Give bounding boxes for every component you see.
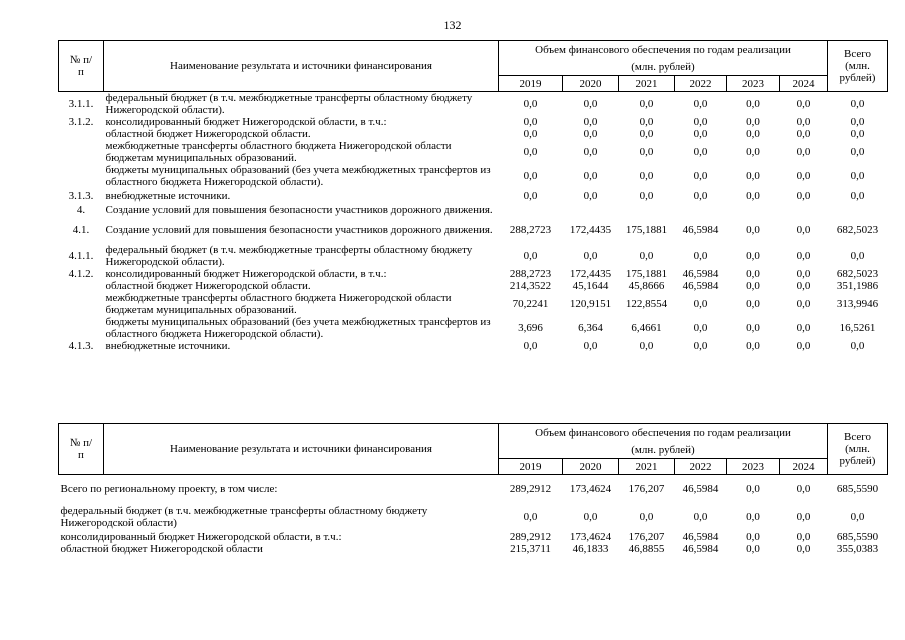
row-value: 0,0 <box>746 530 760 543</box>
row-value: 122,8554 <box>625 298 668 310</box>
row-value: 175,1881 <box>625 224 668 236</box>
header-year: 2019 <box>499 459 563 475</box>
table-row <box>59 475 888 503</box>
row-value: 0,0 <box>693 190 708 202</box>
table-row <box>59 140 888 164</box>
header-year: 2023 <box>727 459 780 475</box>
row-number <box>59 140 104 164</box>
header-number: № п/п <box>59 424 104 475</box>
row-value: 176,207 <box>628 530 665 543</box>
table-row <box>59 164 888 188</box>
row-value: 0,0 <box>796 340 811 352</box>
header-name: Наименование результата и источники финансирования <box>104 41 499 92</box>
row-name: областной бюджет Нижегородской области. <box>105 280 311 292</box>
row-total: 16,5261 <box>839 322 876 334</box>
row-value: 46,5984 <box>682 280 719 292</box>
row-value: 46,5984 <box>682 482 719 495</box>
row-value: 0,0 <box>583 146 598 158</box>
table-header <box>59 424 888 475</box>
row-value: 0,0 <box>746 146 760 158</box>
table-body <box>59 92 888 353</box>
row-value: 215,3711 <box>510 542 551 555</box>
row-value: 0,0 <box>796 542 811 555</box>
row-value: 173,4624 <box>569 482 612 495</box>
row-value: 0,0 <box>746 224 760 236</box>
header-year: 2022 <box>675 459 727 475</box>
row-value: 214,3522 <box>509 280 552 292</box>
row-value: 0,0 <box>693 322 708 334</box>
row-value: 0,0 <box>746 268 760 280</box>
row-name: Создание условий для повышения безопасности участников дорожного движения. <box>105 204 493 216</box>
row-value: 0,0 <box>796 170 811 182</box>
row-value: 0,0 <box>639 340 654 352</box>
row-value: 0,0 <box>693 298 708 310</box>
table-row <box>59 316 888 340</box>
row-value: 0,0 <box>746 322 760 334</box>
row-value: 0,0 <box>693 510 708 523</box>
row-name: федеральный бюджет (в т.ч. межбюджетные трансферты областному бюджету Нижегородской области) <box>60 504 428 529</box>
row-name: областной бюджет Нижегородской области. <box>105 128 311 140</box>
row-number: 4.1.2. <box>68 268 94 280</box>
row-value: 0,0 <box>796 322 811 334</box>
row-total: 355,0383 <box>836 542 879 555</box>
row-value: 0,0 <box>583 116 598 128</box>
table-row <box>59 543 888 555</box>
row-total: 351,1986 <box>836 280 879 292</box>
header-volume-unit: (млн. рублей) <box>499 442 828 459</box>
header-volume: Объем финансового обеспечения по годам реализации <box>499 41 828 59</box>
row-value: 0,0 <box>796 298 811 310</box>
table-header <box>59 41 888 92</box>
row-total: 0,0 <box>850 116 865 128</box>
row-value: 288,2723 <box>509 268 552 280</box>
row-value: 0,0 <box>639 170 654 182</box>
table-row <box>59 340 888 352</box>
header-year: 2023 <box>727 76 780 92</box>
row-value: 0,0 <box>746 250 760 262</box>
row-total: 0,0 <box>850 98 865 110</box>
row-value: 46,5984 <box>682 530 719 543</box>
table-row <box>59 128 888 140</box>
header-total: Всего (млн. рублей) <box>828 424 888 475</box>
header-name: Наименование результата и источники финансирования <box>104 424 499 475</box>
row-value: 0,0 <box>583 340 598 352</box>
row-value: 0,0 <box>796 224 811 236</box>
table-row <box>59 244 888 268</box>
row-value: 0,0 <box>523 340 538 352</box>
row-name: областной бюджет Нижегородской области <box>60 542 263 555</box>
budget-table-2 <box>58 423 888 555</box>
row-total: 0,0 <box>850 190 865 202</box>
row-value: 0,0 <box>523 510 538 523</box>
row-name: консолидированный бюджет Нижегородской области, в т.ч.: <box>105 116 387 128</box>
row-value: 6,364 <box>578 322 603 334</box>
row-number: 4.1. <box>72 224 90 236</box>
row-value: 46,1833 <box>572 542 609 555</box>
row-name: межбюджетные трансферты областного бюджета Нижегородской области бюджетам муниципальных образований. <box>105 292 452 316</box>
table-row <box>59 531 888 543</box>
row-value: 0,0 <box>746 98 760 110</box>
header-year: 2021 <box>619 459 675 475</box>
row-number: 4.1.3. <box>68 340 94 352</box>
table-row <box>59 280 888 292</box>
row-value: 0,0 <box>583 98 598 110</box>
row-number <box>59 128 104 140</box>
row-value: 289,2912 <box>509 482 552 495</box>
row-number: 3.1.2. <box>68 116 94 128</box>
page-number: 132 <box>443 18 462 32</box>
row-value: 46,8855 <box>628 542 665 555</box>
row-value: 0,0 <box>693 340 708 352</box>
row-value: 70,2241 <box>512 298 549 310</box>
row-name: Создание условий для повышения безопасности участников дорожного движения. <box>105 224 493 236</box>
row-number: 4.1.1. <box>68 250 94 262</box>
row-value: 45,8666 <box>628 280 665 292</box>
row-value: 0,0 <box>796 98 811 110</box>
row-name: межбюджетные трансферты областного бюджета Нижегородской области бюджетам муниципальных образований. <box>105 140 452 164</box>
row-total: 0,0 <box>850 128 865 140</box>
row-value: 0,0 <box>523 250 538 262</box>
row-value: 173,4624 <box>569 530 612 543</box>
row-value: 0,0 <box>746 128 760 140</box>
row-name: бюджеты муниципальных образований (без учета межбюджетных трансфертов из областного бюджета Нижегородской области). <box>105 164 491 188</box>
row-value: 289,2912 <box>509 530 552 543</box>
table-row <box>59 188 888 204</box>
row-value: 3,696 <box>518 322 543 334</box>
row-value: 45,1644 <box>572 280 609 292</box>
row-name: федеральный бюджет (в т.ч. межбюджетные трансферты областному бюджету Нижегородской области). <box>105 244 473 268</box>
row-value: 0,0 <box>796 128 811 140</box>
row-value: 0,0 <box>523 190 538 202</box>
table-row <box>59 292 888 316</box>
row-value: 0,0 <box>746 116 760 128</box>
row-value: 0,0 <box>583 128 598 140</box>
row-value: 288,2723 <box>509 224 552 236</box>
row-value: 0,0 <box>693 146 708 158</box>
row-value: 0,0 <box>746 340 760 352</box>
row-value: 0,0 <box>693 98 708 110</box>
row-value: 0,0 <box>583 250 598 262</box>
header-year: 2021 <box>619 76 675 92</box>
row-value: 0,0 <box>693 116 708 128</box>
header-year: 2024 <box>780 76 828 92</box>
header-number: № п/п <box>59 41 104 92</box>
row-value: 0,0 <box>693 250 708 262</box>
row-number <box>59 164 104 188</box>
row-total: 0,0 <box>850 146 865 158</box>
row-value: 0,0 <box>639 98 654 110</box>
row-number: 3.1.1. <box>68 98 94 110</box>
row-value: 0,0 <box>796 280 811 292</box>
table-row <box>59 116 888 128</box>
row-value: 0,0 <box>746 170 760 182</box>
row-value: 0,0 <box>523 116 538 128</box>
row-total: 0,0 <box>850 170 865 182</box>
row-value: 0,0 <box>796 116 811 128</box>
row-value: 0,0 <box>796 268 811 280</box>
row-name: внебюджетные источники. <box>105 190 231 202</box>
row-value: 0,0 <box>523 170 538 182</box>
header-year: 2022 <box>675 76 727 92</box>
row-name: консолидированный бюджет Нижегородской области, в т.ч.: <box>60 530 342 543</box>
row-value: 0,0 <box>523 128 538 140</box>
row-value: 46,5984 <box>682 268 719 280</box>
header-volume-unit: (млн. рублей) <box>499 59 828 76</box>
table-row <box>59 92 888 117</box>
row-name: консолидированный бюджет Нижегородской области, в т.ч.: <box>105 268 387 280</box>
row-number <box>59 280 104 292</box>
header-total: Всего (млн. рублей) <box>828 41 888 92</box>
header-volume: Объем финансового обеспечения по годам реализации <box>499 424 828 442</box>
table-row <box>59 216 888 244</box>
table-row <box>59 503 888 531</box>
row-value: 0,0 <box>639 128 654 140</box>
row-value: 0,0 <box>639 510 654 523</box>
row-value: 0,0 <box>523 146 538 158</box>
row-value: 0,0 <box>693 170 708 182</box>
row-total: 682,5023 <box>836 224 879 236</box>
row-value: 0,0 <box>639 190 654 202</box>
row-value: 175,1881 <box>625 268 668 280</box>
budget-table-1 <box>58 40 888 352</box>
row-total: 685,5590 <box>836 482 879 495</box>
header-year: 2019 <box>499 76 563 92</box>
row-value: 120,9151 <box>569 298 612 310</box>
row-value: 0,0 <box>523 98 538 110</box>
row-number <box>59 292 104 316</box>
row-value: 0,0 <box>796 250 811 262</box>
row-value: 0,0 <box>693 128 708 140</box>
header-year: 2020 <box>563 459 619 475</box>
table-body <box>59 475 888 555</box>
table-row <box>59 268 888 280</box>
row-value: 0,0 <box>583 170 598 182</box>
row-value: 0,0 <box>796 530 811 543</box>
row-value: 0,0 <box>796 146 811 158</box>
row-value: 46,5984 <box>682 542 719 555</box>
header-year: 2024 <box>780 459 828 475</box>
row-total: 313,9946 <box>836 298 879 310</box>
row-total: 0,0 <box>850 340 865 352</box>
header-year: 2020 <box>563 76 619 92</box>
row-number: 3.1.3. <box>68 190 94 202</box>
row-number: 4. <box>76 204 86 216</box>
row-value: 0,0 <box>639 146 654 158</box>
row-value: 0,0 <box>639 116 654 128</box>
row-value: 0,0 <box>639 250 654 262</box>
row-value: 176,207 <box>628 482 665 495</box>
row-name: Всего по региональному проекту, в том числе: <box>60 482 278 495</box>
row-value: 0,0 <box>746 542 760 555</box>
table-row <box>59 204 888 216</box>
row-value: 172,4435 <box>569 268 612 280</box>
row-total: 685,5590 <box>836 530 879 543</box>
row-value: 0,0 <box>583 190 598 202</box>
row-total: 0,0 <box>850 510 865 523</box>
row-name: бюджеты муниципальных образований (без учета межбюджетных трансфертов из областного бюджета Нижегородской области). <box>105 316 491 340</box>
row-total: 682,5023 <box>836 268 879 280</box>
row-name: федеральный бюджет (в т.ч. межбюджетные трансферты областному бюджету Нижегородской области). <box>105 92 473 116</box>
row-number <box>59 316 104 340</box>
row-value: 0,0 <box>746 298 760 310</box>
row-value: 0,0 <box>796 510 811 523</box>
row-value: 0,0 <box>746 190 760 202</box>
row-value: 0,0 <box>746 280 760 292</box>
row-value: 0,0 <box>746 482 760 495</box>
row-value: 172,4435 <box>569 224 612 236</box>
row-value: 46,5984 <box>682 224 719 236</box>
row-value: 0,0 <box>796 482 811 495</box>
row-value: 6,4661 <box>631 322 662 334</box>
row-total: 0,0 <box>850 250 865 262</box>
row-name: внебюджетные источники. <box>105 340 231 352</box>
row-value: 0,0 <box>583 510 598 523</box>
row-value: 0,0 <box>796 190 811 202</box>
row-value: 0,0 <box>746 510 760 523</box>
